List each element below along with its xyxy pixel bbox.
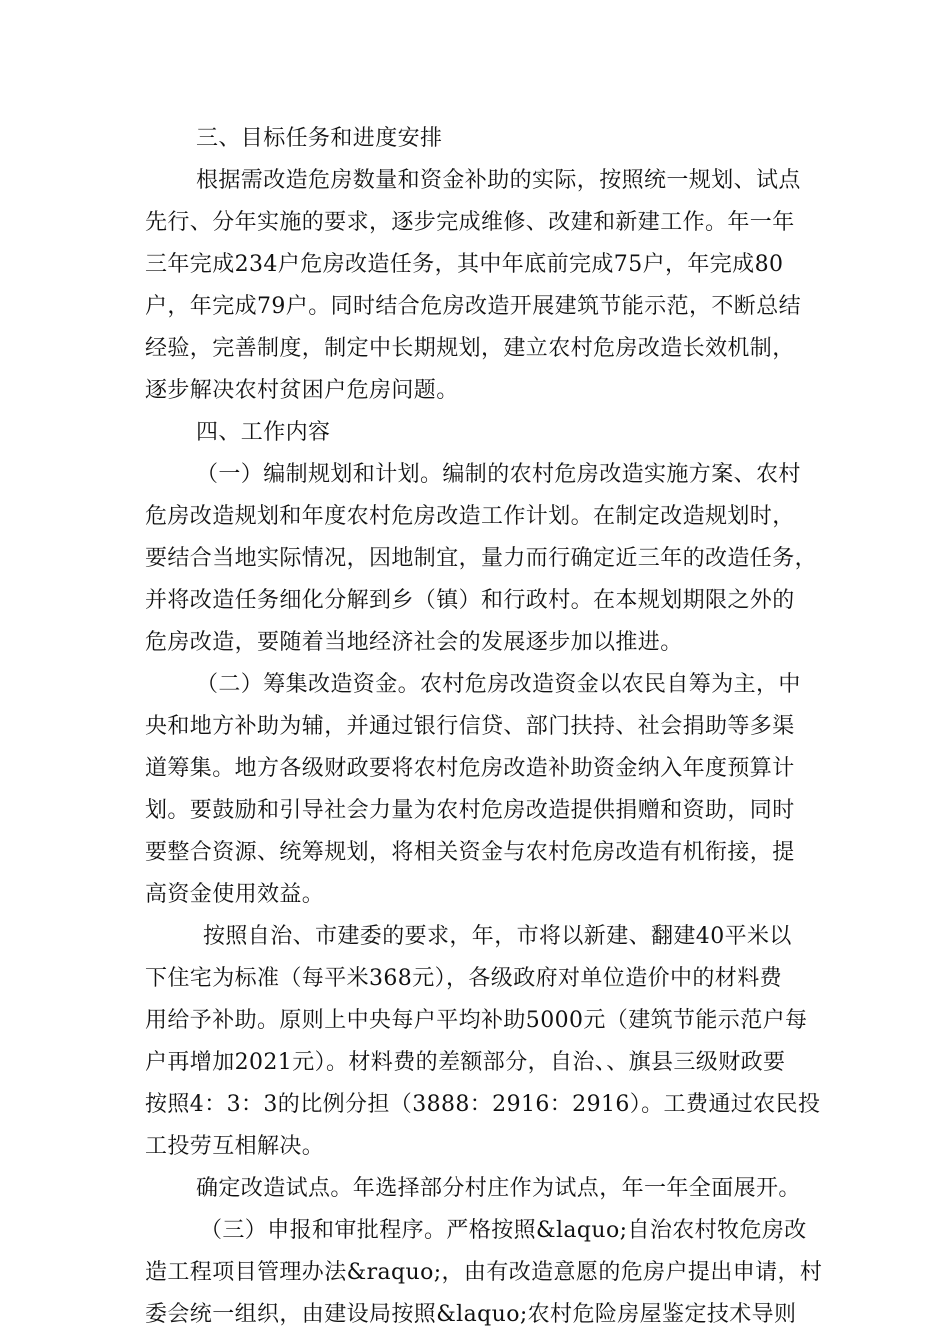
paragraph-line: 三年完成234户危房改造任务，其中年底前完成75户，年完成80 [145, 252, 784, 277]
paragraph-line: 央和地方补助为辅，并通过银行信贷、部门扶持、社会捐助等多渠 [145, 714, 795, 739]
paragraph-line: （三）申报和审批程序。严格按照&laquo;自治农村牧危房改 [200, 1218, 807, 1243]
paragraph-line: （一）编制规划和计划。编制的农村危房改造实施方案、农村 [196, 462, 801, 487]
paragraph-line: 户再增加2021元）。材料费的差额部分，自治、、旗县三级财政要 [145, 1050, 786, 1075]
paragraph-line: 危房改造，要随着当地经济社会的发展逐步加以推进。 [145, 630, 683, 655]
section-heading: 四、工作内容 [196, 420, 331, 445]
paragraph-line: 要整合资源、统筹规划，将相关资金与农村危房改造有机衔接，提 [145, 840, 795, 865]
paragraph-line: 确定改造试点。年选择部分村庄作为试点，年一年全面展开。 [196, 1176, 801, 1201]
paragraph-line: 并将改造任务细化分解到乡（镇）和行政村。在本规划期限之外的 [145, 588, 795, 613]
paragraph-line: 根据需改造危房数量和资金补助的实际，按照统一规划、试点 [196, 168, 801, 193]
paragraph-line: 用给予补助。原则上中央每户平均补助5000元（建筑节能示范户每 [145, 1008, 808, 1033]
paragraph-line: 先行、分年实施的要求，逐步完成维修、改建和新建工作。年一年 [145, 210, 795, 235]
paragraph-line: 造工程项目管理办法&raquo;，由有改造意愿的危房户提出申请，村 [145, 1260, 823, 1285]
paragraph-line: 下住宅为标准（每平米368元），各级政府对单位造价中的材料费 [145, 966, 782, 991]
paragraph-line: 高资金使用效益。 [145, 882, 325, 907]
paragraph-line: 经验，完善制度，制定中长期规划，建立农村危房改造长效机制， [145, 336, 795, 361]
paragraph-line: 按照4：3：3的比例分担（3888：2916：2916）。工费通过农民投 [145, 1092, 821, 1117]
paragraph-line: 户，年完成79户。同时结合危房改造开展建筑节能示范，不断总结 [145, 294, 801, 319]
paragraph-line: 危房改造规划和年度农村危房改造工作计划。在制定改造规划时， [145, 504, 795, 529]
paragraph-line: 要结合当地实际情况，因地制宜，量力而行确定近三年的改造任务， [145, 546, 818, 571]
paragraph-line: 委会统一组织，由建设局按照&laquo;农村危险房屋鉴定技术导则 [145, 1302, 797, 1327]
paragraph-line: 工投劳互相解决。 [145, 1134, 325, 1159]
paragraph-line: 按照自治、市建委的要求，年，市将以新建、翻建40平米以 [203, 924, 792, 949]
paragraph-line: 划。要鼓励和引导社会力量为农村危房改造提供捐赠和资助，同时 [145, 798, 795, 823]
paragraph-line: 逐步解决农村贫困户危房问题。 [145, 378, 459, 403]
section-heading: 三、目标任务和进度安排 [196, 126, 443, 151]
paragraph-line: 道筹集。地方各级财政要将农村危房改造补助资金纳入年度预算计 [145, 756, 795, 781]
paragraph-line: （二）筹集改造资金。农村危房改造资金以农民自筹为主，中 [196, 672, 801, 697]
